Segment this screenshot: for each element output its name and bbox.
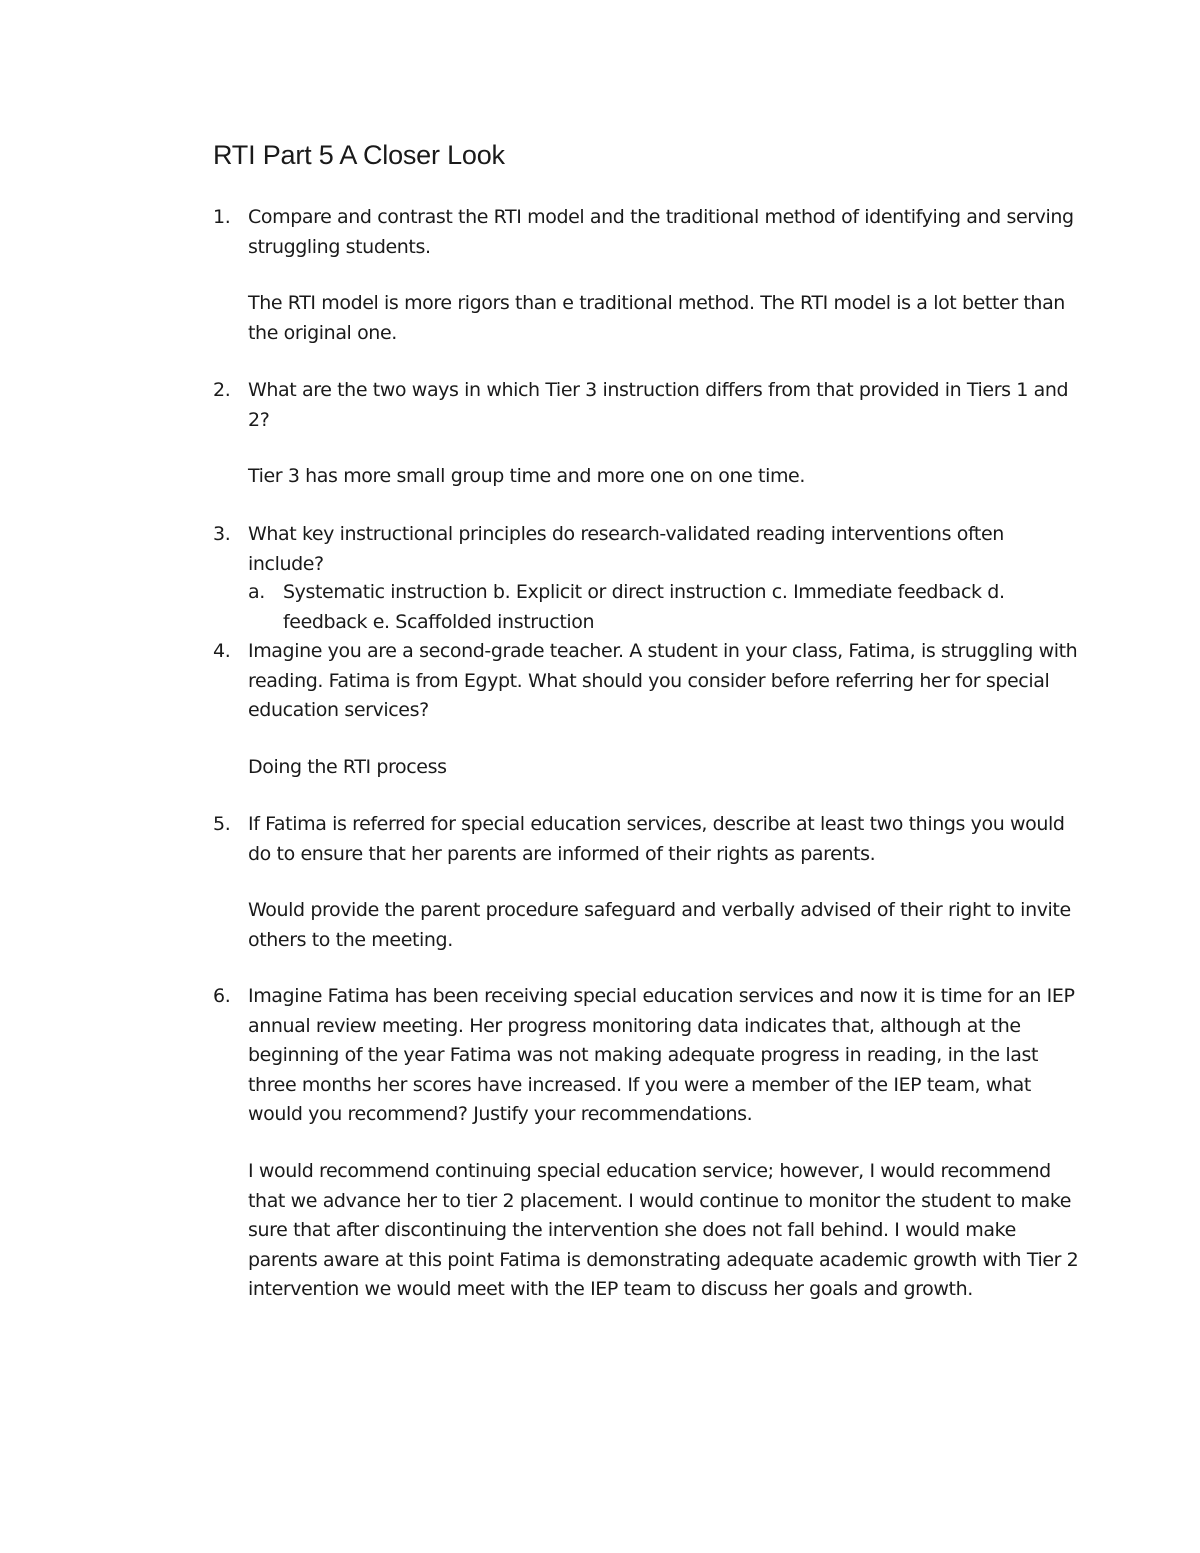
answer-text: Tier 3 has more small group time and more one on one time. bbox=[248, 465, 805, 487]
item-number: 1. bbox=[213, 206, 231, 228]
sub-item-text: Systematic instruction b. Explicit or direct instruction c. Immediate feedback d. feedback e. Scaffolded instruction bbox=[283, 581, 1005, 633]
item-number: 6. bbox=[213, 985, 231, 1007]
question-text: Imagine you are a second-grade teacher. A student in your class, Fatima, is struggling with reading. Fatima is from Egypt. What should you consider before referring her for special education services? bbox=[248, 640, 1078, 722]
item-number: 2. bbox=[213, 379, 231, 401]
item-number: 3. bbox=[213, 523, 231, 545]
page-title: RTI Part 5 A Closer Look bbox=[213, 140, 505, 170]
item-number: 5. bbox=[213, 813, 231, 835]
question-text: What are the two ways in which Tier 3 instruction differs from that provided in Tiers 1 and 2? bbox=[248, 379, 1069, 431]
question-text: What key instructional principles do research-validated reading interventions often include? bbox=[248, 523, 1004, 575]
item-number: 4. bbox=[213, 640, 231, 662]
sub-item-letter: a. bbox=[248, 581, 265, 603]
question-text: Imagine Fatima has been receiving special education services and now it is time for an IEP annual review meeting. Her progress monitoring data indicates that, although at the beginning of the year Fatima was not making adequate progress in reading, in the last three months her scores have increased. If you were a member of the IEP team, what would you recommend? Justify your recommendations. bbox=[248, 985, 1075, 1126]
answer-text: The RTI model is more rigors than e traditional method. The RTI model is a lot better than the original one. bbox=[248, 292, 1065, 344]
answer-text: Doing the RTI process bbox=[248, 756, 447, 778]
answer-text: Would provide the parent procedure safeguard and verbally advised of their right to invite others to the meeting. bbox=[248, 899, 1071, 951]
question-text: Compare and contrast the RTI model and the traditional method of identifying and serving struggling students. bbox=[248, 206, 1074, 258]
answer-text: I would recommend continuing special education service; however, I would recommend that we advance her to tier 2 placement. I would continue to monitor the student to make sure that after discontinuing the intervention she does not fall behind. I would make parents aware at this point Fatima is demonstrating adequate academic growth with Tier 2 intervention we would meet with the IEP team to discuss her goals and growth. bbox=[248, 1160, 1079, 1301]
question-text: If Fatima is referred for special education services, describe at least two things you would do to ensure that her parents are informed of their rights as parents. bbox=[248, 813, 1065, 865]
